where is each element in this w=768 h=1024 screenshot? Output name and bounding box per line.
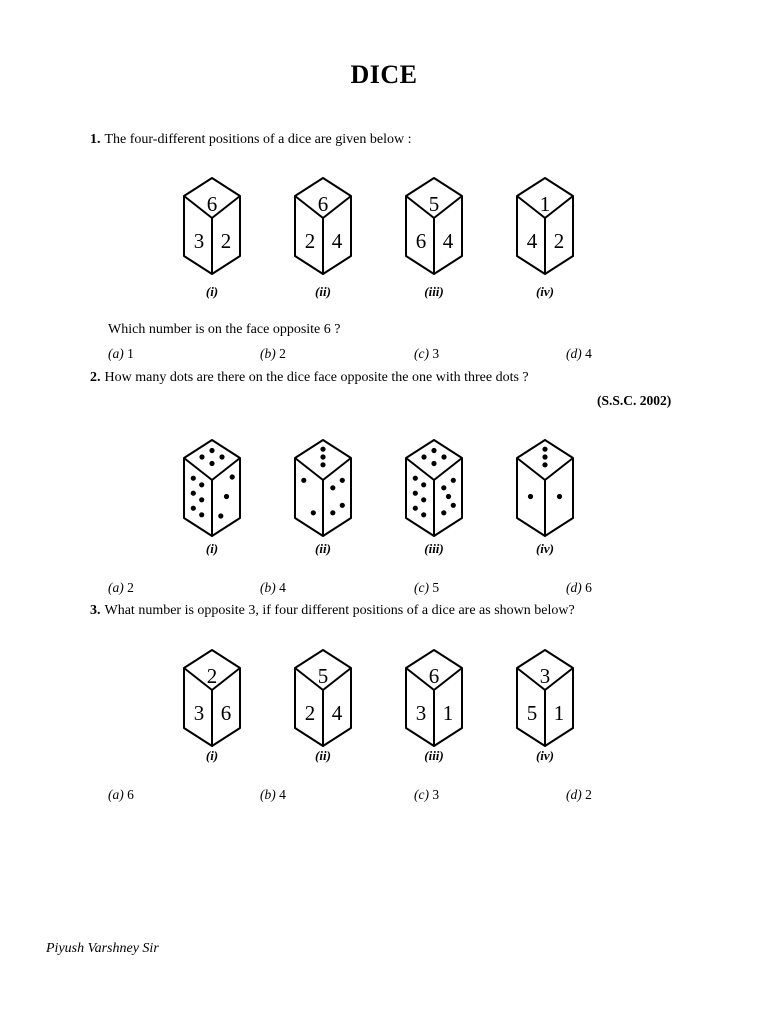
die-top-face-dot [209, 461, 214, 466]
die-top-face-dot [441, 454, 446, 459]
die-figure [293, 176, 353, 276]
die-top-face-dot [542, 462, 547, 467]
die-top-face-dot [421, 454, 426, 459]
die-right-face-dot [224, 494, 229, 499]
die-label: (iv) [535, 748, 555, 763]
die-left-face-dot [199, 482, 204, 487]
die-right-face-dot [557, 494, 562, 499]
die-right-face-dot [441, 510, 446, 515]
option-value: 1 [127, 346, 134, 361]
die-figure [404, 438, 464, 538]
die-left-face-dot [413, 476, 418, 481]
option-value: 5 [432, 580, 440, 595]
die-label: (i) [205, 284, 219, 299]
page-title: DICE [350, 60, 418, 89]
die-right-face-number: 2 [553, 229, 565, 253]
die-right-face-dot [330, 485, 335, 490]
option-value: 4 [585, 346, 592, 361]
answer-option[interactable] [566, 787, 592, 803]
die-label: (i) [205, 541, 219, 556]
die-label: (ii) [315, 541, 331, 556]
question-text: The four-different positions of a dice are given below : [104, 132, 412, 147]
option-value: 2 [127, 580, 134, 595]
question-2-source: (S.S.C. 2002) [597, 393, 672, 408]
option-value: 6 [585, 580, 592, 595]
die-left-face-dot [191, 476, 196, 481]
die-right-face-dot [441, 485, 446, 490]
die-left-face-number: 3 [193, 229, 205, 253]
die-left-face-dot [413, 506, 418, 511]
question-1-prompt: Which number is on the face opposite 6 ? [108, 322, 341, 337]
die-top-face-dot [542, 447, 547, 452]
option-key: (c) [414, 346, 429, 361]
die-top-face-dot [431, 448, 436, 453]
die-left-face-dot [421, 512, 426, 517]
die-top-face-number: 2 [206, 664, 218, 688]
option-key: (a) [108, 580, 124, 595]
die-label: (i) [205, 748, 219, 763]
answer-option[interactable] [566, 346, 592, 362]
answer-option[interactable] [108, 346, 134, 362]
option-key: (c) [414, 580, 429, 595]
die-right-face-dot [218, 513, 223, 518]
answer-option[interactable] [414, 580, 439, 596]
question-text: How many dots are there on the dice face opposite the one with three dots ? [104, 370, 529, 385]
answer-option[interactable] [260, 346, 286, 362]
die-top-face-dot [320, 454, 325, 459]
die-right-face-number: 4 [331, 701, 343, 725]
option-key: (b) [260, 787, 276, 802]
die-left-face-dot [528, 494, 533, 499]
die-top-face-dot [320, 462, 325, 467]
die-top-face-number: 1 [539, 192, 551, 216]
die-left-face-number: 3 [193, 701, 205, 725]
die-top-face-dot [199, 454, 204, 459]
question-1 [90, 132, 411, 148]
die-right-face-dot [451, 478, 456, 483]
option-key: (d) [566, 346, 582, 361]
die-left-face-dot [199, 497, 204, 502]
die-right-face-dot [330, 510, 335, 515]
die-right-face-number: 6 [220, 701, 232, 725]
die-top-face-dot [219, 454, 224, 459]
die-label: (ii) [315, 284, 331, 299]
die-figure [293, 648, 353, 748]
option-value: 4 [279, 580, 286, 595]
answer-option[interactable] [260, 580, 286, 596]
answer-option[interactable] [566, 580, 592, 596]
die-top-face-dot [209, 448, 214, 453]
die-left-face-number: 6 [415, 229, 427, 253]
footer-author: Piyush Varshney Sir [46, 941, 159, 956]
die-left-face-number: 2 [304, 701, 316, 725]
die-figure [293, 438, 353, 538]
die-figure [182, 176, 242, 276]
question-number: 1. [90, 132, 101, 147]
answer-option[interactable] [108, 787, 134, 803]
option-key: (b) [260, 580, 276, 595]
die-left-face-dot [301, 478, 306, 483]
die-label: (iii) [424, 284, 444, 299]
die-right-face-number: 4 [442, 229, 454, 253]
die-right-face-dot [340, 478, 345, 483]
die-figure [182, 438, 242, 538]
die-left-face-dot [199, 512, 204, 517]
die-left-face-number: 2 [304, 229, 316, 253]
die-top-face-dot [320, 447, 325, 452]
die-label: (ii) [315, 748, 331, 763]
die-right-face-dot [340, 503, 345, 508]
die-label: (iv) [535, 541, 555, 556]
question-number: 2. [90, 370, 101, 385]
die-figure [515, 648, 575, 748]
answer-option[interactable] [414, 346, 439, 362]
die-right-face-dot [446, 494, 451, 499]
die-figure [515, 176, 575, 276]
die-left-face-number: 5 [526, 701, 538, 725]
die-left-face-dot [311, 510, 316, 515]
die-top-face-number: 6 [428, 664, 440, 688]
die-left-face-dot [191, 506, 196, 511]
die-left-face-number: 3 [415, 701, 427, 725]
die-top-face-number: 6 [317, 192, 329, 216]
die-figure [182, 648, 242, 748]
die-left-face-dot [413, 491, 418, 496]
answer-option[interactable] [108, 580, 134, 596]
option-value: 3 [432, 787, 440, 802]
question-3 [90, 603, 575, 619]
die-top-face-dot [542, 454, 547, 459]
answer-option[interactable] [260, 787, 286, 803]
option-key: (d) [566, 787, 582, 802]
die-figure [404, 648, 464, 748]
die-left-face-number: 4 [526, 229, 538, 253]
die-right-face-number: 1 [553, 701, 565, 725]
die-left-face-dot [421, 497, 426, 502]
option-value: 4 [279, 787, 286, 802]
die-right-face-dot [451, 503, 456, 508]
die-label: (iii) [424, 748, 444, 763]
die-left-face-dot [191, 491, 196, 496]
option-value: 2 [279, 346, 286, 361]
option-value: 3 [432, 346, 440, 361]
option-value: 6 [127, 787, 134, 802]
die-top-face-number: 6 [206, 192, 218, 216]
option-value: 2 [585, 787, 592, 802]
die-figure [404, 176, 464, 276]
die-label: (iii) [424, 541, 444, 556]
option-key: (a) [108, 346, 124, 361]
question-number: 3. [90, 603, 101, 618]
die-figure [515, 438, 575, 538]
die-top-face-number: 3 [539, 664, 551, 688]
option-key: (c) [414, 787, 429, 802]
die-right-face-number: 4 [331, 229, 343, 253]
die-right-face-dot [230, 474, 235, 479]
option-key: (b) [260, 346, 276, 361]
die-right-face-number: 2 [220, 229, 232, 253]
option-key: (a) [108, 787, 124, 802]
question-text: What number is opposite 3, if four different positions of a dice are as shown below? [104, 603, 575, 618]
option-key: (d) [566, 580, 582, 595]
question-2 [90, 370, 529, 386]
die-right-face-number: 1 [442, 701, 454, 725]
die-top-face-dot [431, 461, 436, 466]
answer-option[interactable] [414, 787, 439, 803]
die-left-face-dot [421, 482, 426, 487]
die-top-face-number: 5 [428, 192, 440, 216]
die-top-face-number: 5 [317, 664, 329, 688]
die-label: (iv) [535, 284, 555, 299]
